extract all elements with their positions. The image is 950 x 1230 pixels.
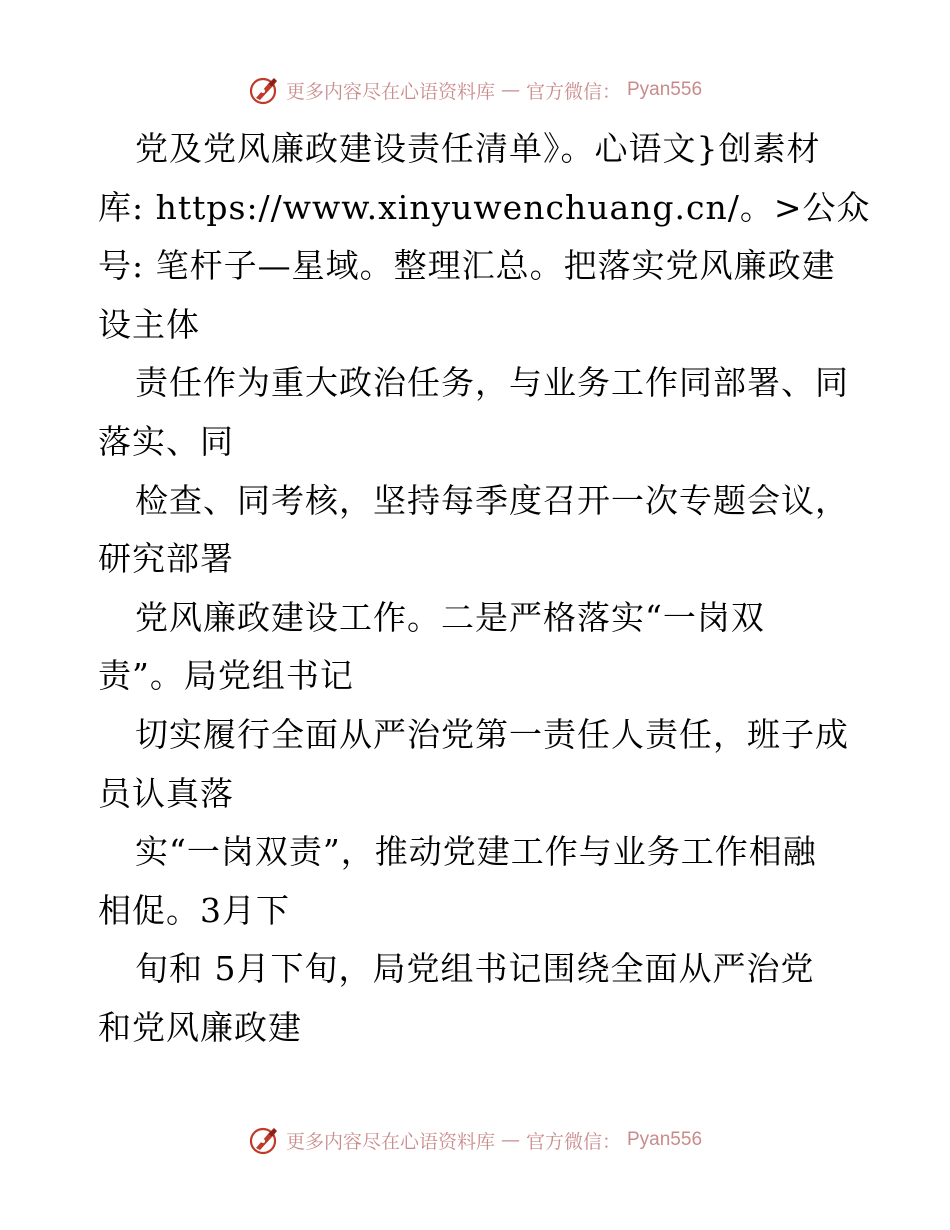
pen-logo-icon (248, 1124, 280, 1156)
body-line: 责”。局党组书记 (98, 656, 354, 696)
banner-dash: — (500, 79, 520, 101)
wechat-label: 官方微信： (525, 1130, 621, 1153)
body-line: 实“一岗双责”，推动党建工作与业务工作相融 (135, 832, 817, 872)
banner-text: 更多内容尽在心语资料库 (285, 80, 495, 103)
body-line: 相促。3月下 (98, 890, 290, 930)
wechat-id: Pyan556 (627, 79, 703, 100)
footer-banner (0, 1120, 950, 1160)
body-line: 员认真落 (98, 773, 234, 813)
body-line: 切实履行全面从严治党第一责任人责任，班子成 (135, 714, 849, 754)
banner-dash: — (500, 1129, 520, 1151)
header-banner (0, 70, 950, 110)
body-line: 责任作为重大政治任务，与业务工作同部署、同 (135, 363, 849, 403)
body-line: 号: 笔杆子—星域。整理汇总。把落实党风廉政建 (98, 246, 836, 286)
pen-logo-icon (248, 74, 280, 106)
document-body (98, 120, 871, 1058)
body-line: 检查、同考核，坚持每季度召开一次专题会议， (135, 480, 849, 520)
body-line: 党风廉政建设工作。二是严格落实“一岗双 (135, 597, 765, 637)
wechat-label: 官方微信： (525, 80, 621, 103)
body-line: 旬和 5月下旬，局党组书记围绕全面从严治党 (135, 949, 815, 989)
body-line: 库: https://www.xinyuwenchuang.cn/。>公众 (98, 187, 871, 227)
body-line: 研究部署 (98, 539, 234, 579)
wechat-id: Pyan556 (627, 1129, 703, 1150)
body-line: 党及党风廉政建设责任清单》。心语文}创素材 (135, 129, 821, 168)
body-line: 设主体 (98, 304, 200, 344)
body-line: 落实、同 (98, 421, 234, 461)
body-line: 和党风廉政建 (98, 1007, 302, 1047)
banner-text: 更多内容尽在心语资料库 (285, 1130, 495, 1153)
